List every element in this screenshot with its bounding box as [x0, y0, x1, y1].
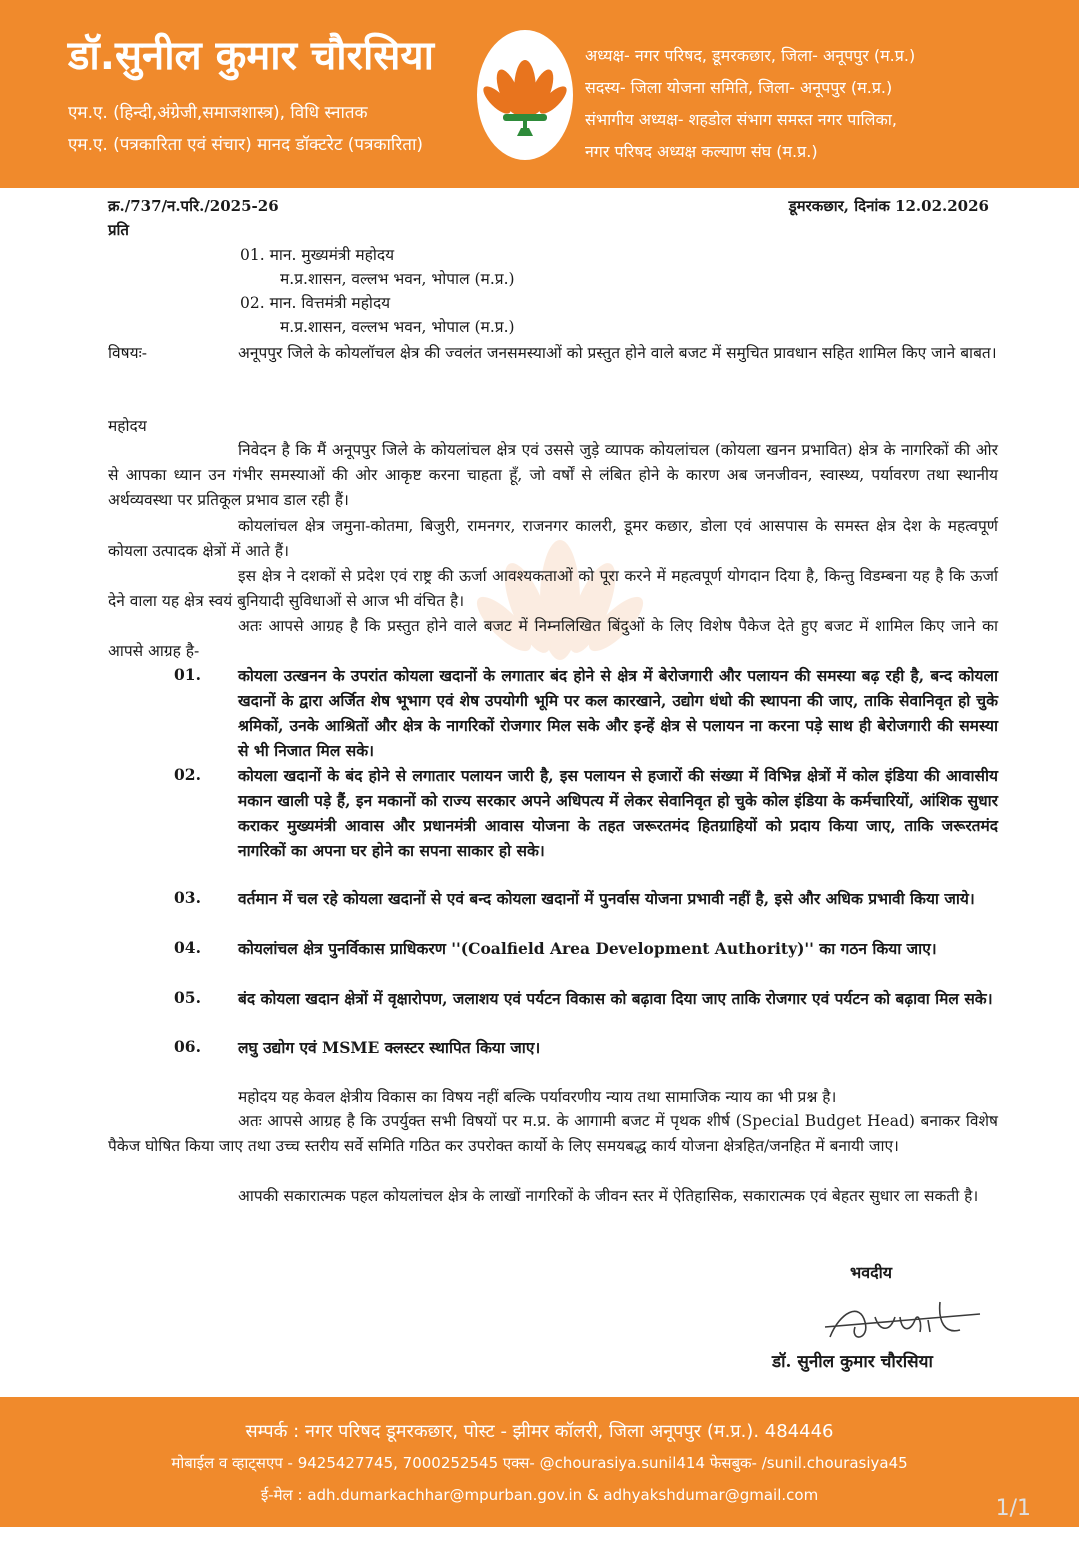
sender-name: डॉ.सुनील कुमार चौरसिया [68, 33, 434, 79]
point-number: 05. [174, 988, 201, 1007]
addressee-2-address: म.प्र.शासन, वल्लभ भवन, भोपाल (म.प्र.) [280, 318, 515, 336]
footer-address: सम्पर्क : नगर परिषद डूमरकछार, पोस्ट - झीमर कॉलरी, जिला अनूपपुर (म.प्र.). 484446 [245, 1421, 834, 1442]
addressee-1: 01. मान. मुख्यमंत्री महोदय [240, 246, 395, 264]
paragraph-5: महोदय यह केवल क्षेत्रीय विकास का विषय नहीं बल्कि पर्यावरणीय न्याय तथा सामाजिक न्याय का भी प्रश्न है। [238, 1088, 837, 1106]
paragraph-7: आपकी सकारात्मक पहल कोयलांचल क्षेत्र के लाखों नागरिकों के जीवन स्तर में ऐतिहासिक, सकारात्मक एवं बेहतर सुधार ला सकती है। [238, 1187, 979, 1205]
designation-line-3: संभागीय अध्यक्ष- शहडोल संभाग समस्त नगर पालिका, [585, 110, 897, 129]
subject-label: विषयः- [108, 344, 147, 362]
point-number: 06. [174, 1037, 201, 1056]
letterhead-footer [0, 1397, 1079, 1527]
letterhead-header [0, 0, 1079, 188]
designation-line-4: नगर परिषद अध्यक्ष कल्याण संघ (म.प्र.) [585, 142, 818, 161]
point-number: 03. [174, 888, 201, 907]
point-number: 01. [174, 665, 201, 684]
party-logo [477, 30, 573, 160]
addressee-2: 02. मान. वित्तमंत्री महोदय [240, 294, 391, 312]
point-number: 04. [174, 938, 201, 957]
paragraph-2: कोयलांचल क्षेत्र जमुना-कोतमा, बिजुरी, रामनगर, राजनगर कालरी, डूमर कछार, डोला एवं आसपास के समस्त क्षेत्र देश के महत्वपूर्ण कोयला उत्पादक क्षेत्रों में आते हैं। [108, 517, 998, 560]
point-text: कोयला उत्खनन के उपरांत कोयला खदानों के लगातार बंद होने से क्षेत्र में बेरोजगारी और पलायन की समस्या बढ़ रही है, बन्द कोयला खदानों के द्वारा अर्जित शेष भूभाग एवं शेष उपयोगी भूमि पर कल कारखाने, उद्योग धंधो की स्थापना की जाए, ताकि सेवानिवृत हो चुके श्रमिकों, उनके आश्रितों और क्षेत्र के नागरिकों रोजगार मिल सके और इन्हें क्षेत्र से पलायन ना करना पड़े साथ ही बेरोजगारी की समस्या से भी निजात मिल सके। [238, 666, 998, 760]
signatory-name: डॉ. सुनील कुमार चौरसिया [772, 1352, 933, 1372]
paragraph-6: अतः आपसे आग्रह है कि उपर्युक्त सभी विषयों पर म.प्र. के आगामी बजट में पृथक शीर्ष (Special Budget Head) बनाकर विशेष पैकेज घोषित किया जाए तथा उच्च स्तरीय सर्वे समिति गठित कर उपरोक्त कार्यो के लिए समयबद्ध कार्य योजना क्षेत्रहित/जनहित में बनायी जाए। [108, 1112, 998, 1155]
salutation: महोदय [108, 417, 147, 435]
reference-number: क्र./737/न.परि./2025-26 [108, 197, 279, 215]
footer-contact: मोबाईल व व्हाट्सएप - 9425427745, 7000252545 एक्स- @chourasiya.sunil414 फेसबुक- /sunil.chourasiya45 [171, 1454, 908, 1472]
point-text: कोयलांचल क्षेत्र पुनर्विकास प्राधिकरण ''(Coalfield Area Development Authority)'' का गठन किया जाए। [238, 939, 937, 958]
designation-line-1: अध्यक्ष- नगर परिषद, डूमरकछार, जिला- अनूपपुर (म.प्र.) [585, 46, 916, 65]
point-text: लघु उद्योग एवं MSME क्लस्टर स्थापित किया जाए। [238, 1038, 541, 1057]
closing-word: भवदीय [850, 1263, 893, 1282]
point-text: बंद कोयला खदान क्षेत्रों में वृक्षारोपण, जलाशय एवं पर्यटन विकास को बढ़ावा दिया जाए ताकि रोजगार एवं पर्यटन को बढ़ावा मिल सके। [238, 989, 993, 1008]
point-number: 02. [174, 765, 201, 784]
qualification-line-2: एम.ए. (पत्रकारिता एवं संचार) मानद डॉक्टरेट (पत्रकारिता) [68, 135, 424, 155]
paragraph-1: निवेदन है कि मैं अनूपपुर जिले के कोयलांचल क्षेत्र एवं उससे जुड़े व्यापक कोयलांचल (कोयला खनन प्रभावित) क्षेत्र के नागरिकों की ओर से आपका ध्यान उन गंभीर समस्याओं की ओर आकृष्ट करना चाहता हूँ, जो वर्षों से लंबित होने के कारण अब जनजीवन, स्वास्थ्य, पर्यावरण तथा स्थानीय अर्थव्यवस्था पर प्रतिकूल प्रभाव डाल रही हैं। [108, 441, 998, 509]
footer-email: ई-मेल : adh.dumarkachhar@mpurban.gov.in & adhyakshdumar@gmail.com [260, 1486, 819, 1504]
designation-line-2: सदस्य- जिला योजना समिति, जिला- अनूपपुर (म.प्र.) [585, 78, 893, 97]
handwritten-signature [820, 1292, 990, 1347]
letter-date: डूमरकछार, दिनांक 12.02.2026 [788, 197, 989, 215]
prati-label: प्रति [108, 221, 129, 239]
lotus-icon [477, 30, 573, 160]
subject-text: अनूपपुर जिले के कोयलॉचल क्षेत्र की ज्वलंत जनसमस्याओं को प्रस्तुत होने वाले बजट में समुचित प्रावधान सहित शामिल किए जाने बाबत। [238, 344, 997, 362]
point-text: वर्तमान में चल रहे कोयला खदानों से एवं बन्द कोयला खदानों में पुनर्वास योजना प्रभावी नहीं है, इसे और अधिक प्रभावी किया जाये। [238, 889, 975, 908]
paragraph-4: अतः आपसे आग्रह है कि प्रस्तुत होने वाले बजट में निम्नलिखित बिंदुओं के लिए विशेष पैकेज देते हुए बजट में शामिल किए जाने का आपसे आग्रह है- [108, 617, 998, 660]
addressee-1-address: म.प्र.शासन, वल्लभ भवन, भोपाल (म.प्र.) [280, 270, 515, 288]
point-text: कोयला खदानों के बंद होने से लगातार पलायन जारी है, इस पलायन से हजारों की संख्या में विभिन्न क्षेत्रों में कोल इंडिया की आवासीय मकान खाली पड़े हैं, इन मकानों को राज्य सरकार अपने अधिपत्य में लेकर सेवानिवृत हो चुके कोल इंडिया के कर्मचारियों, आंशिक सुधार कराकर मुख्यमंत्री आवास और प्रधानमंत्री आवास योजना के तहत जरूरतमंद हितग्राहियों को प्रदाय किया जाए, ताकि जरूरतमंद नागरिकों का अपना घर होने का सपना साकार हो सके। [238, 766, 998, 860]
qualification-line-1: एम.ए. (हिन्दी,अंग्रेजी,समाजशास्त्र), विधि स्नातक [68, 103, 368, 123]
page-indicator: 1/1 [995, 1496, 1031, 1521]
paragraph-3: इस क्षेत्र ने दशकों से प्रदेश एवं राष्ट्र की ऊर्जा आवश्यकताओं को पूरा करने में महत्वपूर्ण योगदान दिया है, किन्तु विडम्बना यह है कि ऊर्जा देने वाला यह क्षेत्र स्वयं बुनियादी सुविधाओं से आज भी वंचित है। [108, 567, 998, 610]
